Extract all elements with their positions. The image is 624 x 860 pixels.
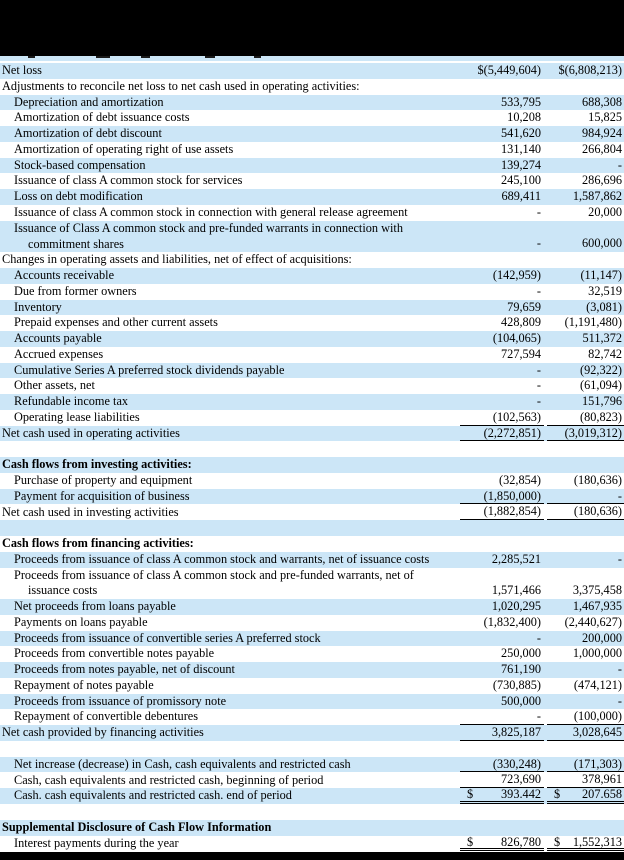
value-prior-year: (92,322) — [579, 362, 622, 377]
value-prior-year: $(6,808,213) — [558, 63, 622, 77]
blank-row — [0, 804, 624, 820]
table-row — [0, 110, 624, 126]
value-current-year: - — [536, 204, 541, 219]
table-bottom-border — [0, 852, 624, 860]
value-current-year: - — [536, 630, 541, 645]
blank-row — [0, 741, 624, 757]
value-current-year: 250,000 — [501, 646, 541, 661]
table-row — [0, 489, 624, 505]
value-current-year: 689,411 — [501, 189, 541, 204]
row-label: Net cash used in operating activities — [2, 425, 180, 440]
table-row — [0, 347, 624, 363]
row-label: Proceeds from issuance of convertible series A preferred stock — [14, 630, 321, 645]
table-row — [0, 173, 624, 189]
row-label: Issuance of class A common stock for services — [14, 173, 243, 188]
value-current-year: (104,065) — [492, 331, 541, 346]
table-row — [0, 662, 624, 678]
table-row — [0, 315, 624, 331]
value-prior-year: 984,924 — [582, 126, 622, 141]
value-prior-year — [547, 820, 624, 836]
table-row — [0, 725, 624, 741]
dollar-sign: $ — [554, 787, 561, 802]
value-prior-year: (474,121) — [573, 677, 622, 692]
row-label: Cash, cash equivalents and restricted cash, beginning of period — [14, 772, 324, 787]
value-current-year: 1,571,466 — [491, 583, 541, 598]
value-prior-year: 32,519 — [588, 283, 622, 298]
value-prior-year: (61,094) — [579, 378, 622, 393]
row-label: Payments on loans payable — [14, 614, 148, 629]
row-label-line: issuance costs — [28, 583, 98, 598]
table-row — [0, 268, 624, 284]
table-row — [0, 615, 624, 631]
value-prior-year: (3,081) — [586, 299, 622, 314]
value-prior-year: 200,000 — [582, 630, 622, 645]
row-label-line: Issuance of Class A common stock and pre-funded warrants in connection with — [14, 220, 403, 235]
value-prior-year: 600,000 — [582, 236, 622, 251]
table-row — [0, 772, 624, 788]
value-current-year — [460, 457, 544, 473]
value-current-year: 727,594 — [501, 346, 541, 361]
row-label: Net loss — [2, 63, 42, 78]
table-row — [0, 426, 624, 442]
value-prior-year — [547, 836, 624, 852]
value-current-year: (1,850,000) — [460, 489, 544, 505]
row-label: Refundable income tax — [14, 394, 129, 409]
table-row — [0, 757, 624, 773]
statement-rows — [0, 63, 624, 851]
value-current-year: - — [536, 362, 541, 377]
table-row — [0, 284, 624, 300]
value-prior-year: (100,000) — [547, 709, 624, 725]
row-label: Accounts payable — [14, 331, 102, 346]
value-prior-year: 266,804 — [582, 141, 622, 156]
value-current-year: 245,100 — [501, 173, 541, 188]
row-label: Accounts receivable — [14, 268, 115, 283]
row-label: Net proceeds from loans payable — [14, 599, 176, 614]
row-label — [0, 221, 460, 252]
table-row — [0, 79, 624, 95]
value-current-year: (32,854) — [498, 472, 541, 487]
value-current-year: (330,248) — [460, 757, 544, 773]
value-prior-year: (171,303) — [547, 757, 624, 773]
row-label: Changes in operating assets and liabilities, net of effect of acquisitions: — [2, 252, 352, 267]
value-prior-year: 3,375,458 — [572, 583, 622, 598]
redacted-header-block — [0, 0, 624, 56]
value-current-year: 428,809 — [501, 315, 541, 330]
table-row — [0, 678, 624, 694]
redaction-artifact — [96, 56, 110, 58]
table-row — [0, 552, 624, 568]
row-label-line: commitment shares — [28, 236, 124, 251]
value-current-year: 3,825,187 — [460, 725, 544, 741]
value-current-year: - — [536, 394, 541, 409]
dollar-sign: $ — [467, 787, 474, 802]
value-prior-year: 688,308 — [582, 94, 622, 109]
value-prior-year: - — [617, 157, 622, 172]
value-prior-year: 511,372 — [582, 331, 622, 346]
table-row — [0, 126, 624, 142]
table-row — [0, 189, 624, 205]
row-label-line: Proceeds from issuance of class A common stock and pre-funded warrants, net of — [14, 567, 414, 582]
value-prior-year: 286,696 — [582, 173, 622, 188]
row-label: Repayment of convertible debentures — [14, 709, 199, 724]
value-current-year — [460, 79, 544, 95]
table-row — [0, 205, 624, 221]
row-label: Repayment of notes payable — [14, 677, 154, 692]
amount: 393.442 — [501, 787, 541, 802]
table-row — [0, 504, 624, 520]
value-prior-year: (80,823) — [547, 410, 624, 426]
value-prior-year: - — [617, 662, 622, 677]
row-label: Adjustments to reconcile net loss to net cash used in operating activities: — [2, 78, 360, 93]
section-header-row — [0, 536, 624, 552]
row-label: Net cash provided by financing activities — [2, 725, 204, 740]
value-prior-year: (1,191,480) — [564, 315, 622, 330]
value-prior-year: (3,019,312) — [547, 426, 624, 442]
value-current-year: 10,208 — [507, 110, 541, 125]
table-row — [0, 363, 624, 379]
section-header-row — [0, 820, 624, 836]
value-prior-year: - — [547, 489, 624, 505]
row-label: Cash flows from financing activities: — [2, 536, 194, 551]
row-label: Proceeds from notes payable, net of discount — [14, 662, 235, 677]
value-prior-year: 1,587,862 — [572, 189, 622, 204]
table-row — [0, 410, 624, 426]
section-header-row — [0, 457, 624, 473]
value-prior-year: (11,147) — [580, 267, 622, 282]
value-current-year — [460, 820, 544, 836]
row-label: Prepaid expenses and other current assets — [14, 315, 218, 330]
value-prior-year: 378,961 — [547, 772, 624, 788]
redaction-artifact — [28, 56, 35, 58]
blank-row — [0, 520, 624, 536]
table-row — [0, 568, 624, 600]
row-label: Amortization of debt issuance costs — [14, 110, 190, 125]
value-current-year: 500,000 — [501, 693, 541, 708]
redaction-artifact — [254, 56, 261, 58]
amount: 826,780 — [501, 834, 541, 849]
row-label: Due from former owners — [14, 283, 137, 298]
value-prior-year: 82,742 — [588, 346, 622, 361]
value-prior-year — [547, 457, 624, 473]
redaction-artifact — [205, 56, 215, 58]
row-label: Amortization of operating right of use assets — [14, 141, 234, 156]
row-label: Interest payments during the year — [14, 835, 179, 850]
row-label: Cash. cash equivalents and restricted cash. end of period — [14, 788, 292, 803]
value-prior-year: (2,440,627) — [564, 614, 622, 629]
value-current-year: (142,959) — [492, 267, 541, 282]
row-label: Loss on debt modification — [14, 189, 143, 204]
value-current-year: 131,140 — [501, 141, 541, 156]
table-row — [0, 631, 624, 647]
table-row — [0, 221, 624, 253]
value-prior-year: 20,000 — [588, 204, 622, 219]
value-current-year: $(5,449,604) — [477, 63, 541, 77]
table-row — [0, 95, 624, 111]
dollar-sign: $ — [554, 834, 561, 849]
value-prior-year: (180,636) — [547, 504, 624, 520]
row-label: Operating lease liabilities — [14, 409, 140, 424]
value-current-year: (1,832,400) — [483, 614, 541, 629]
value-prior-year: - — [617, 693, 622, 708]
table-row — [0, 252, 624, 268]
table-row — [0, 142, 624, 158]
value-prior-year — [547, 788, 624, 804]
table-row — [0, 158, 624, 174]
row-label — [0, 568, 460, 599]
value-current-year: 79,659 — [507, 299, 541, 314]
value-current-year: 139,274 — [501, 157, 541, 172]
value-current-year: (102,563) — [460, 410, 544, 426]
row-label: Proceeds from issuance of promissory note — [14, 693, 227, 708]
value-current-year: - — [536, 378, 541, 393]
value-prior-year: 3,028,645 — [547, 725, 624, 741]
table-row — [0, 473, 624, 489]
value-current-year: - — [460, 709, 544, 725]
value-prior-year: - — [617, 551, 622, 566]
value-current-year: (1,882,854) — [460, 504, 544, 520]
row-label: Other assets, net — [14, 378, 95, 393]
value-current-year — [460, 788, 544, 804]
value-current-year: - — [536, 236, 541, 251]
table-row — [0, 331, 624, 347]
value-prior-year — [547, 79, 624, 95]
table-row — [0, 694, 624, 710]
table-row — [0, 836, 624, 852]
row-label: Proceeds from issuance of class A common stock and warrants, net of issuance costs — [14, 551, 430, 566]
row-label: Cumulative Series A preferred stock dividends payable — [14, 362, 285, 377]
row-label: Net increase (decrease) in Cash, cash equivalents and restricted cash — [14, 756, 351, 771]
value-current-year — [460, 536, 544, 552]
row-label: Inventory — [14, 299, 62, 314]
value-current-year: 1,020,295 — [491, 599, 541, 614]
value-prior-year: (180,636) — [573, 472, 622, 487]
dollar-sign: $ — [467, 834, 474, 849]
table-row — [0, 646, 624, 662]
partially-obscured-row — [0, 56, 624, 61]
row-label: Cash flows from investing activities: — [2, 457, 192, 472]
amount: 207.658 — [582, 787, 622, 802]
value-current-year: 541,620 — [501, 126, 541, 141]
row-label: Supplemental Disclosure of Cash Flow Information — [2, 819, 272, 834]
row-label: Net cash used in investing activities — [2, 504, 179, 519]
row-label: Issuance of class A common stock in connection with general release agreement — [14, 204, 408, 219]
row-label: Proceeds from convertible notes payable — [14, 646, 215, 661]
redaction-artifact — [141, 56, 150, 58]
table-row — [0, 63, 624, 79]
value-current-year — [460, 836, 544, 852]
table-row — [0, 300, 624, 316]
row-label: Accrued expenses — [14, 346, 104, 361]
value-prior-year — [547, 536, 624, 552]
table-row — [0, 599, 624, 615]
row-label: Stock-based compensation — [14, 157, 146, 172]
row-label: Depreciation and amortization — [14, 94, 164, 109]
row-label: Purchase of property and equipment — [14, 472, 193, 487]
row-label: Amortization of debt discount — [14, 126, 162, 141]
table-row — [0, 709, 624, 725]
table-row — [0, 788, 624, 804]
value-prior-year: 151,796 — [582, 394, 622, 409]
value-current-year — [460, 252, 544, 268]
row-label: Payment for acquisition of business — [14, 488, 190, 503]
value-current-year: (2,272,851) — [460, 426, 544, 442]
blank-row — [0, 441, 624, 457]
table-row — [0, 394, 624, 410]
value-prior-year: 1,000,000 — [572, 646, 622, 661]
value-current-year: - — [536, 283, 541, 298]
value-prior-year — [547, 252, 624, 268]
value-current-year: 2,285,521 — [491, 551, 541, 566]
value-current-year: 761,190 — [501, 662, 541, 677]
value-current-year: (730,885) — [492, 677, 541, 692]
value-current-year: 723,690 — [460, 772, 544, 788]
amount: 1,552,313 — [572, 834, 622, 849]
value-prior-year: 1,467,935 — [572, 599, 622, 614]
value-current-year: 533,795 — [501, 94, 541, 109]
table-row — [0, 378, 624, 394]
value-prior-year: 15,825 — [588, 110, 622, 125]
